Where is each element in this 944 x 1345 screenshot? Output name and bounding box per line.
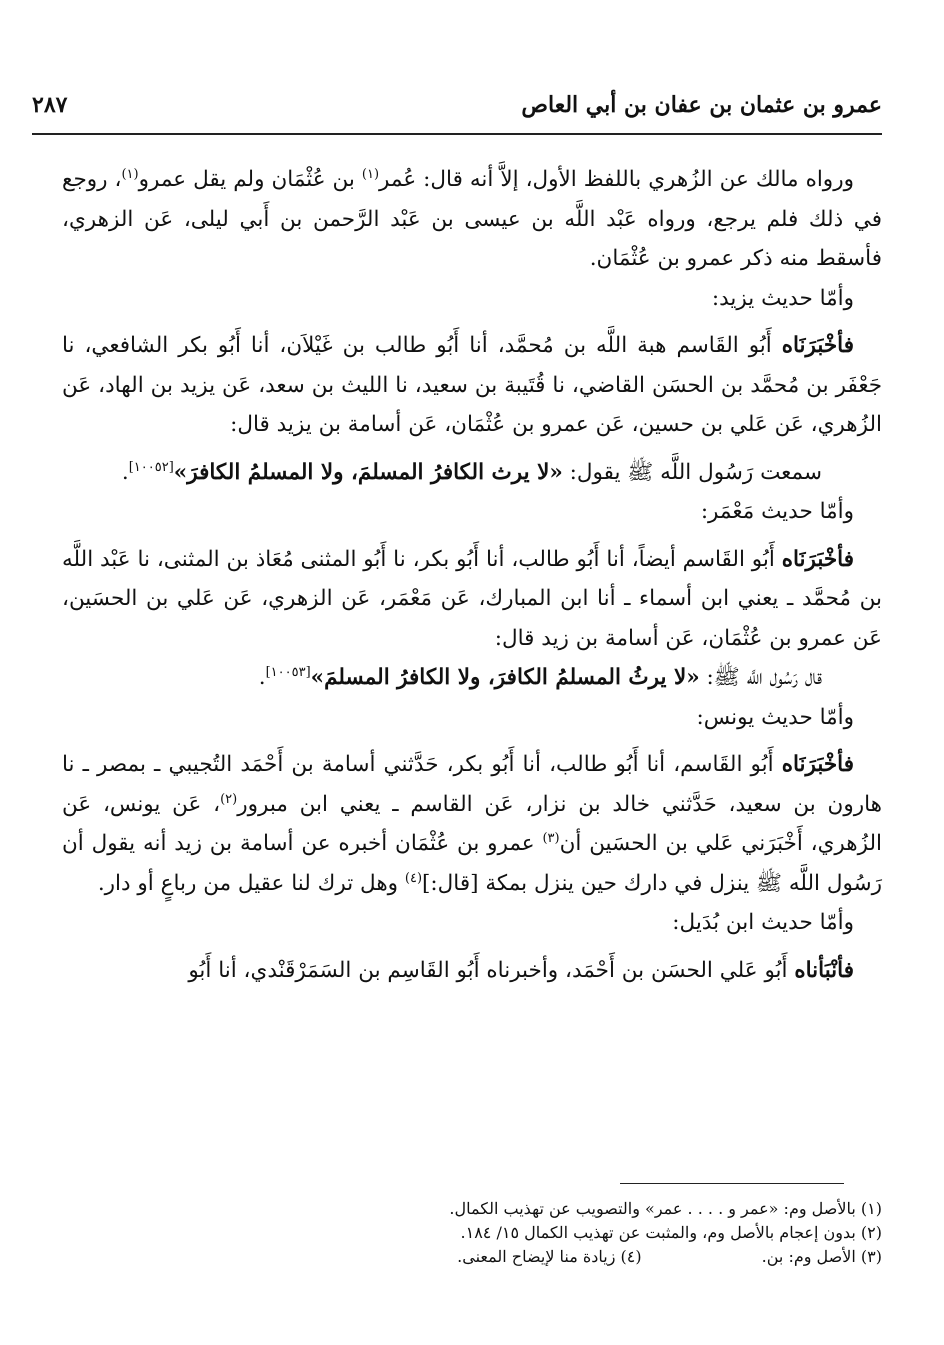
text-span: وهل ترك لنا عقيل من رباعٍ أو دار. xyxy=(97,870,405,896)
hadith-quote-2 xyxy=(62,658,882,698)
hadith-text: «لا يرثُ المسلمُ الكافرَ، ولا الكافرُ المسلمَ» xyxy=(310,665,700,690)
heading-yunus: وأمّا حديث يونس: xyxy=(696,704,854,730)
header-rule xyxy=(32,133,882,135)
text-span: عمرو بن عُثْمَان أخبره عن أسامة بن زيد أنه يقول أن رَسُول اللَّه ﷺ ينزل في دارك حين ينزل بمكة [قال:] xyxy=(62,831,882,896)
paragraph-ibn-budayl-isnad xyxy=(62,951,882,991)
text-span: أَبُو القَاسم هبة اللَّه بن مُحمَّد، أنا أَبُو طالب بن غَيْلاَن، أنا أَبُو بكر الشافعي، نا جَعْفَر بن مُحمَّد بن الحسَن القاضي، نا قُتَيبة بن سعيد، نا الليث بن سعد، عَن يزيد بن الهاد، عَن الزُهري، عَن عَلي بن حسين، عَن عمرو بن عُثْمَان، عَن أسامة بن يزيد قال: xyxy=(62,333,882,437)
footnote-ref-2: (٢) xyxy=(220,791,238,807)
text-span: بن عُثْمَان ولم يقل xyxy=(193,167,362,192)
paragraph-yunus-isnad xyxy=(62,745,882,903)
footnote-ref-3: (٣) xyxy=(542,830,560,846)
paragraph-malik xyxy=(62,160,882,279)
running-title: عمرو بن عثمان بن عفان بن أبي العاص xyxy=(521,92,882,118)
keyword: فأخْبَرَنَاه xyxy=(781,333,854,358)
hadith-quote-1 xyxy=(62,453,882,493)
footnote-ref-1b: (١) xyxy=(121,166,139,182)
text-span: أَبُو القَاسم أيضاً، أنا أَبُو طالب، أنا أَبُو بكر، نا أَبُو المثنى مُعَاذ بن المثنى، نا عَبْد اللَّه بن مُحمَّد ـ يعني ابن أسماء ـ أنا ابن المبارك، عَن مَعْمَر، عَن الزهري، عَن عَلي بن الحسَين، عَن عمرو بن عُثْمَان، عَن أسامة بن زيد قال: xyxy=(62,546,882,651)
footnote-1: (١) بالأصل وم: «عمر و . . . . عمر» والتصويب عن تهذيب الكمال. xyxy=(449,1199,882,1218)
text-span: قال رَسُول اللَّه ﷺ: xyxy=(699,665,822,690)
running-header xyxy=(32,92,882,132)
heading-mamar: وأمّا حديث مَعْمَر: xyxy=(700,499,854,524)
footnote-2: (٢) بدون إعجام بالأصل وم، والمثبت عن تهذيب الكمال ١٥/ ١٨٤. xyxy=(460,1223,882,1242)
keyword: فأخْبَرَنَاه xyxy=(781,546,854,572)
footnote-ref-4: (٤) xyxy=(404,870,423,886)
text-span: سمعت رَسُول اللَّه ﷺ يقول: xyxy=(562,459,822,485)
heading-yazid: وأمّا حديث يزيد: xyxy=(711,285,854,311)
main-text xyxy=(62,160,882,990)
hadith-text: «لا يرث الكافرُ المسلمَ، ولا المسلمُ الكافرَ» xyxy=(173,459,563,485)
paragraph-yazid-isnad xyxy=(62,326,882,445)
text-span: أَبُو عَلي الحسَن بن أَحْمَد، وأخبرناه أَبُو القَاسِم بن السَمَرْقَنْدي، أنا أَبُو xyxy=(188,957,795,983)
text-span: ، روجع في ذلك فلم يرجع، ورواه عَبْد اللَّه بن عيسى بن عَبْد الرَّحمن بن أَبي ليلى، عَن الزهري، فأسقط منه ذكر عمرو بن عُثْمَان. xyxy=(62,167,882,271)
footnote-3: (٣) الأصل وم: بن. xyxy=(761,1247,882,1266)
footnote-row xyxy=(62,1245,882,1269)
text-span: ورواه مالك عن الزُهري باللفظ الأول، إلاَّ أنه قال: عُمر xyxy=(379,167,854,192)
page-number: ٢٨٧ xyxy=(32,92,68,118)
text-span: . xyxy=(258,665,266,690)
text-span: . xyxy=(121,459,129,485)
text-span: أَبُو القَاسم، أنا أَبُو طالب، أنا أَبُو بكر، حَدَّثني أسامة بن أَحْمَد التُجيبي ـ بمصر ـ نا هارون بن سعيد، حَدَّثني خالد بن نزار، عَن القاسم ـ يعني ابن مبرور xyxy=(62,752,882,817)
footnote-ref-1: (١) xyxy=(361,166,380,182)
footnote-4: (٤) زيادة منا لإيضاح المعنى. xyxy=(457,1247,642,1266)
text-span: عمرو xyxy=(138,167,187,192)
heading-ibn-budayl: وأمّا حديث ابن بُدَيل: xyxy=(672,910,854,935)
hadith-number: [١٠٠٥٢] xyxy=(128,459,174,475)
footnote-rule xyxy=(620,1183,844,1184)
keyword: فأخْبَرَنَاه xyxy=(781,752,854,777)
text-span: ، عَن يونس، عَن الزُهري، أَخْبَرَني عَلي بن الحسَين أن xyxy=(62,791,883,856)
footnotes xyxy=(62,1197,882,1269)
hadith-number: [١٠٠٥٣] xyxy=(265,664,311,680)
paragraph-mamar-isnad xyxy=(62,540,882,659)
keyword: فأنْبَأناه xyxy=(794,957,854,983)
